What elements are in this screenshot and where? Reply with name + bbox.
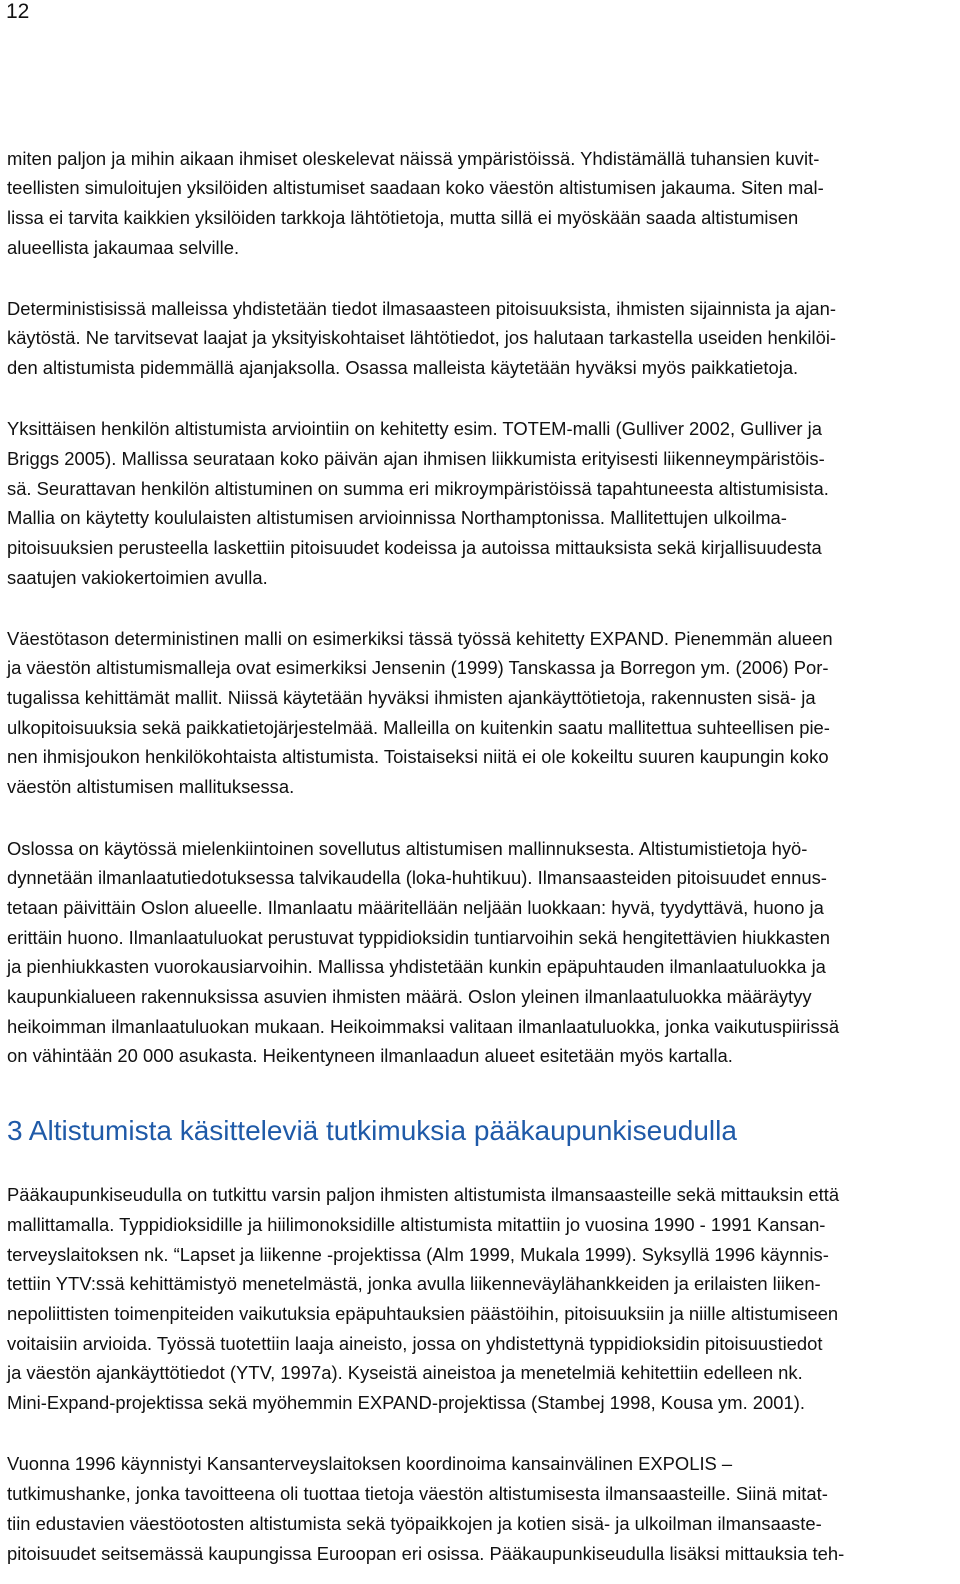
text-line: sä. Seurattavan henkilön altistuminen on summa eri mikroympäristöissä tapahtuneesta altistumisista. — [7, 478, 829, 499]
text-line: ja pienhiukkasten vuorokausiarvoihin. Mallissa yhdistetään kunkin epäpuhtauden ilmanlaatuluokka ja — [7, 956, 826, 977]
text-line: käytöstä. Ne tarvitsevat laajat ja yksityiskohtaiset lähtötiedot, jos halutaan tarkastella useiden henkilöi- — [7, 327, 837, 348]
text-line: Väestötason deterministinen malli on esimerkiksi tässä työssä kehitetty EXPAND. Pienemmän alueen — [7, 628, 833, 649]
text-line: ja väestön altistumismalleja ovat esimerkiksi Jensenin (1999) Tanskassa ja Borregon ym. (2006) Por- — [7, 657, 829, 678]
text-line: mallittamalla. Typpidioksidille ja hiilimonoksidille altistumista mitattiin jo vuosina 1990 - 1991 Kansan- — [7, 1214, 826, 1235]
text-line: alueellista jakaumaa selville. — [7, 237, 240, 258]
text-line: nen ihmisjoukon henkilökohtaista altistumista. Toistaiseksi niitä ei ole kokeiltu suuren kaupungin koko — [7, 746, 829, 767]
text-line: kaupunkialueen rakennuksissa asuvien ihmisten määrä. Oslon yleinen ilmanlaatuluokka määräytyy — [7, 986, 812, 1007]
text-line: dynnetään ilmanlaatutiedotuksessa talvikaudella (loka-huhtikuu). Ilmansaasteiden pitoisuudet ennus- — [7, 867, 827, 888]
text-line: ulkopitoisuuksia sekä paikkatietojärjestelmää. Malleilla on kuitenkin saatu mallitettua suhteellisen pie- — [7, 717, 830, 738]
text-line: miten paljon ja mihin aikaan ihmiset oleskelevat näissä ympäristöissä. Yhdistämällä tuhansien kuvit- — [7, 148, 820, 169]
page-number: 12 — [6, 0, 30, 23]
text-line: terveyslaitoksen nk. “Lapset ja liikenne -projektissa (Alm 1999, Mukala 1999). Syksyllä 1996 käynnis- — [7, 1244, 829, 1265]
text-line: erittäin huono. Ilmanlaatuluokat perustuvat typpidioksidin tuntiarvoihin sekä hengitettävien hiukkasten — [7, 927, 830, 948]
text-line: nepoliittisten toimenpiteiden vaikutuksia epäpuhtauksien päästöihin, pitoisuuksiin ja niille altistumiseen — [7, 1303, 839, 1324]
text-line: pitoisuuksien perusteella laskettiin pitoisuudet kodeissa ja autoissa mittauksista sekä kirjallisuudesta — [7, 537, 822, 558]
text-line: Pääkaupunkiseudulla on tutkittu varsin paljon ihmisten altistumista ilmansaasteille sekä mittauksin että — [7, 1184, 840, 1205]
text-line: väestön altistumisen mallituksessa. — [7, 776, 295, 797]
text-line: pitoisuudet seitsemässä kaupungissa Euroopan eri osissa. Pääkaupunkiseudulla lisäksi mittauksia teh- — [7, 1543, 845, 1564]
text-line: tetaan päivittäin Oslon alueelle. Ilmanlaatu määritellään neljään luokkaan: hyvä, tyydyttävä, huono ja — [7, 897, 824, 918]
text-line: Mallia on käytetty koululaisten altistumisen arvioinnissa Northamptonissa. Mallitettujen ulkoilma- — [7, 507, 787, 528]
text-line: tutkimushanke, jonka tavoitteena oli tuottaa tietoja väestön altistumisesta ilmansaasteille. Siinä mitat- — [7, 1483, 828, 1504]
text-line: Yksittäisen henkilön altistumista arviointiin on kehitetty esim. TOTEM-malli (Gulliver 2002, Gulliver ja — [7, 418, 822, 439]
text-line: heikoimman ilmanlaatuluokan mukaan. Heikoimmaksi valitaan ilmanlaatuluokka, jonka vaikutuspiirissä — [7, 1016, 840, 1037]
text-line: Oslossa on käytössä mielenkiintoinen sovellutus altistumisen mallinnuksesta. Altistumistietoja hyö- — [7, 838, 808, 859]
text-line: lissa ei tarvita kaikkien yksilöiden tarkkoja lähtötietoja, mutta sillä ei myöskään saada altistumisen — [7, 207, 799, 228]
text-line: teellisten simuloitujen yksilöiden altistumiset saadaan koko väestön altistumisen jakauma. Siten mal- — [7, 177, 824, 198]
text-line: Mini-Expand-projektissa sekä myöhemmin EXPAND-projektissa (Stambej 1998, Kousa ym. 2001). — [7, 1392, 805, 1413]
text-line: den altistumista pidemmällä ajanjaksolla. Osassa malleista käytetään hyväksi myös paikkatietoja. — [7, 357, 799, 378]
text-line: tiin edustavien väestöotosten altistumista sekä työpaikkojen ja kotien sisä- ja ulkoilman ilmansaaste- — [7, 1513, 822, 1534]
text-line: voitaisiin arvioida. Työssä tuotettiin laaja aineisto, jossa on yhdistettynä typpidioksidin pitoisuustiedot — [7, 1333, 823, 1354]
text-line: tettiin YTV:ssä kehittämistyö menetelmästä, jonka avulla liikenneväylähankkeiden ja erilaisten liiken- — [7, 1273, 821, 1294]
text-line: on vähintään 20 000 asukasta. Heikentyneen ilmanlaadun alueet esitetään myös kartalla. — [7, 1045, 733, 1066]
text-line: saatujen vakiokertoimien avulla. — [7, 567, 268, 588]
text-line: Briggs 2005). Mallissa seurataan koko päivän ajan ihmisen liikkumista erityisesti liikenneympäristöis- — [7, 448, 825, 469]
text-line: tugalissa kehittämät mallit. Niissä käytetään hyväksi ihmisten ajankäyttötietoja, rakennusten sisä- ja — [7, 687, 816, 708]
text-line: Vuonna 1996 käynnistyi Kansanterveyslaitoksen koordinoima kansainvälinen EXPOLIS – — [7, 1453, 733, 1474]
text-line: Deterministisissä malleissa yhdistetään tiedot ilmasaasteen pitoisuuksista, ihmisten sijainnista ja ajan- — [7, 298, 836, 319]
section-heading: 3 Altistumista käsitteleviä tutkimuksia pääkaupunkiseudulla — [7, 1115, 737, 1146]
text-line: ja väestön ajankäyttötiedot (YTV, 1997a). Kyseistä aineistoa ja menetelmiä kehitettiin edelleen nk. — [7, 1362, 803, 1383]
